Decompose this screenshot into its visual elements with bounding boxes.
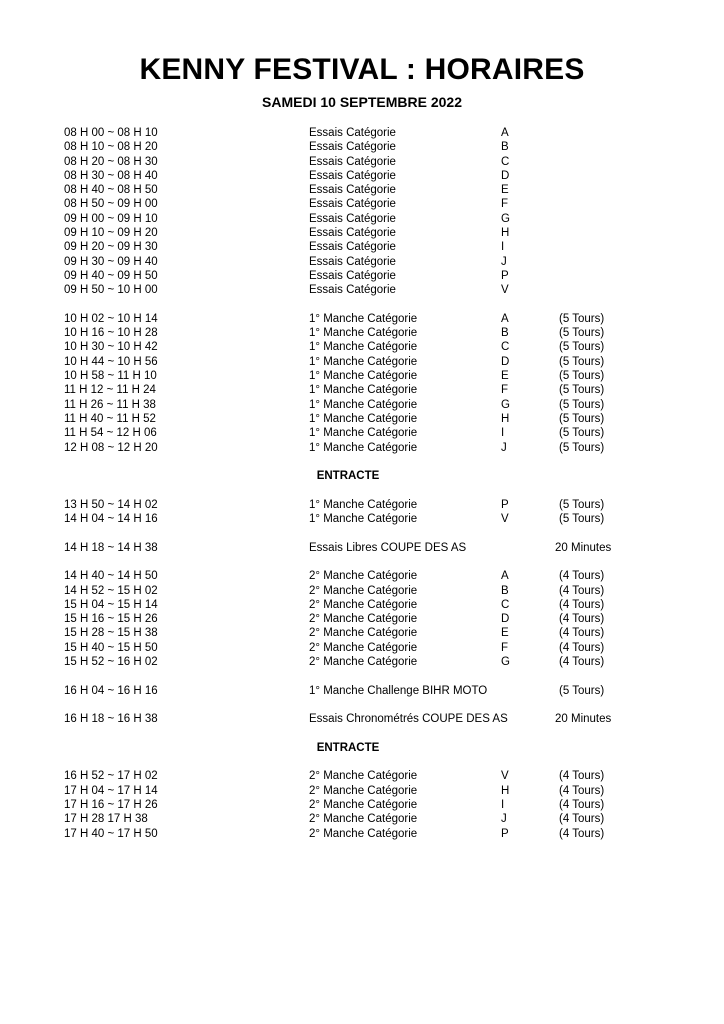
time-slot: 08 H 10 ~ 08 H 20 — [64, 141, 158, 154]
time-slot: 12 H 08 ~ 12 H 20 — [64, 441, 158, 454]
time-slot: 16 H 18 ~ 16 H 38 — [64, 713, 158, 726]
event-detail: (4 Tours) — [559, 627, 605, 640]
time-slot: 10 H 30 ~ 10 H 42 — [64, 341, 158, 354]
schedule-row — [0, 255, 724, 269]
event-name: 1° Manche Catégorie — [309, 427, 418, 440]
event-name: 1° Manche Catégorie — [309, 370, 418, 383]
event-name: 1° Manche Catégorie — [309, 312, 418, 325]
schedule-row — [0, 140, 724, 154]
event-detail: (5 Tours) — [559, 412, 605, 425]
event-detail: (5 Tours) — [559, 327, 605, 340]
event-detail: (5 Tours) — [559, 384, 605, 397]
intermission-row — [0, 741, 724, 755]
time-slot: 08 H 20 ~ 08 H 30 — [64, 155, 158, 168]
spacer — [0, 698, 724, 712]
schedule-row — [0, 684, 724, 698]
schedule-row — [0, 784, 724, 798]
intermission-label: ENTRACTE — [316, 470, 380, 483]
time-slot: 10 H 58 ~ 11 H 10 — [64, 370, 157, 383]
schedule-row — [0, 612, 724, 626]
time-slot: 09 H 20 ~ 09 H 30 — [64, 241, 158, 254]
event-name: 1° Manche Catégorie — [309, 441, 418, 454]
event-name: Essais Catégorie — [309, 169, 396, 182]
event-name: 2° Manche Catégorie — [309, 813, 418, 826]
category-letter: C — [501, 341, 510, 354]
event-name: Essais Catégorie — [309, 269, 396, 282]
event-detail: (5 Tours) — [559, 370, 605, 383]
event-name: Essais Libres COUPE DES AS — [309, 541, 467, 554]
event-name: 2° Manche Catégorie — [309, 770, 418, 783]
schedule-row — [0, 283, 724, 297]
time-slot: 10 H 44 ~ 10 H 56 — [64, 355, 158, 368]
category-letter: G — [501, 398, 510, 411]
event-name: 1° Manche Catégorie — [309, 341, 418, 354]
schedule-row — [0, 312, 724, 326]
time-slot: 08 H 40 ~ 08 H 50 — [64, 184, 158, 197]
event-name: 1° Manche Catégorie — [309, 384, 418, 397]
spacer — [0, 726, 724, 740]
time-slot: 11 H 40 ~ 11 H 52 — [64, 412, 156, 425]
schedule-row — [0, 269, 724, 283]
time-slot: 17 H 28 17 H 38 — [64, 813, 148, 826]
time-slot: 14 H 04 ~ 14 H 16 — [64, 513, 158, 526]
schedule-row — [0, 126, 724, 140]
category-letter: B — [501, 327, 509, 340]
schedule-row — [0, 498, 724, 512]
category-letter: P — [501, 498, 509, 511]
category-letter: C — [501, 598, 510, 611]
category-letter: J — [501, 813, 507, 826]
time-slot: 10 H 16 ~ 10 H 28 — [64, 327, 158, 340]
event-name: 1° Manche Catégorie — [309, 355, 418, 368]
event-name: 2° Manche Catégorie — [309, 784, 418, 797]
time-slot: 10 H 02 ~ 10 H 14 — [64, 312, 158, 325]
event-name: 1° Manche Challenge BIHR MOTO — [309, 684, 488, 697]
event-detail: (5 Tours) — [559, 498, 605, 511]
intermission-row — [0, 469, 724, 483]
time-slot: 11 H 12 ~ 11 H 24 — [64, 384, 156, 397]
category-letter: I — [501, 241, 505, 254]
time-slot: 16 H 52 ~ 17 H 02 — [64, 770, 158, 783]
time-slot: 09 H 40 ~ 09 H 50 — [64, 269, 158, 282]
category-letter: F — [501, 384, 509, 397]
event-name: Essais Catégorie — [309, 155, 396, 168]
schedule-row — [0, 712, 724, 726]
event-name: Essais Catégorie — [309, 141, 396, 154]
category-letter: D — [501, 355, 510, 368]
event-detail: (4 Tours) — [559, 784, 605, 797]
spacer — [0, 298, 724, 312]
schedule-row — [0, 169, 724, 183]
event-detail: (4 Tours) — [559, 655, 605, 668]
schedule-row — [0, 769, 724, 783]
event-name: Essais Catégorie — [309, 255, 396, 268]
schedule-row — [0, 226, 724, 240]
event-detail: (5 Tours) — [559, 427, 605, 440]
schedule-row — [0, 541, 724, 555]
schedule-row — [0, 584, 724, 598]
event-name: 2° Manche Catégorie — [309, 627, 418, 640]
schedule-row — [0, 326, 724, 340]
event-detail: (5 Tours) — [559, 398, 605, 411]
event-detail: (5 Tours) — [559, 441, 605, 454]
category-letter: E — [501, 184, 509, 197]
category-letter: J — [501, 255, 507, 268]
category-letter: E — [501, 370, 509, 383]
category-letter: V — [501, 284, 509, 297]
spacer — [0, 455, 724, 469]
time-slot: 09 H 00 ~ 09 H 10 — [64, 212, 158, 225]
schedule-row — [0, 355, 724, 369]
category-letter: V — [501, 770, 509, 783]
spacer — [0, 669, 724, 683]
schedule-row — [0, 340, 724, 354]
category-letter: G — [501, 212, 510, 225]
schedule-row — [0, 369, 724, 383]
category-letter: J — [501, 441, 507, 454]
schedule-row — [0, 412, 724, 426]
time-slot: 09 H 50 ~ 10 H 00 — [64, 284, 158, 297]
event-detail: (5 Tours) — [559, 513, 605, 526]
category-letter: A — [501, 570, 509, 583]
event-detail: (4 Tours) — [559, 798, 605, 811]
schedule-row — [0, 212, 724, 226]
schedule-row — [0, 383, 724, 397]
event-name: Essais Chronométrés COUPE DES AS — [309, 713, 508, 726]
spacer — [0, 526, 724, 540]
time-slot: 08 H 00 ~ 08 H 10 — [64, 127, 158, 139]
category-letter: C — [501, 155, 510, 168]
time-slot: 15 H 04 ~ 15 H 14 — [64, 598, 158, 611]
category-letter: E — [501, 627, 509, 640]
time-slot: 11 H 26 ~ 11 H 38 — [64, 398, 156, 411]
time-slot: 08 H 50 ~ 09 H 00 — [64, 198, 158, 211]
category-letter: F — [501, 641, 509, 654]
event-name: Essais Catégorie — [309, 198, 396, 211]
spacer — [0, 555, 724, 569]
event-detail: (5 Tours) — [559, 341, 605, 354]
category-letter: G — [501, 655, 510, 668]
category-letter: H — [501, 412, 510, 425]
category-letter: V — [501, 513, 509, 526]
event-name: 2° Manche Catégorie — [309, 613, 418, 626]
time-slot: 09 H 30 ~ 09 H 40 — [64, 255, 158, 268]
category-letter: P — [501, 827, 509, 840]
schedule-row — [0, 183, 724, 197]
event-name: Essais Catégorie — [309, 227, 396, 240]
page-title: KENNY FESTIVAL : HORAIRES — [139, 53, 585, 86]
event-name: Essais Catégorie — [309, 184, 396, 197]
event-name: 2° Manche Catégorie — [309, 655, 418, 668]
time-slot: 15 H 52 ~ 16 H 02 — [64, 655, 158, 668]
schedule-list — [0, 126, 724, 841]
time-slot: 15 H 16 ~ 15 H 26 — [64, 613, 158, 626]
time-slot: 14 H 52 ~ 15 H 02 — [64, 584, 158, 597]
time-slot: 16 H 04 ~ 16 H 16 — [64, 684, 158, 697]
category-letter: D — [501, 169, 510, 182]
category-letter: I — [501, 798, 505, 811]
category-letter: H — [501, 784, 510, 797]
event-detail: (4 Tours) — [559, 598, 605, 611]
category-letter: B — [501, 584, 509, 597]
category-letter: A — [501, 127, 509, 139]
event-detail: (5 Tours) — [559, 684, 605, 697]
event-name: 2° Manche Catégorie — [309, 641, 418, 654]
event-detail: (4 Tours) — [559, 641, 605, 654]
category-letter: B — [501, 141, 509, 154]
event-name: 2° Manche Catégorie — [309, 827, 418, 840]
event-name: Essais Catégorie — [309, 284, 396, 297]
event-name: 1° Manche Catégorie — [309, 412, 418, 425]
time-slot: 11 H 54 ~ 12 H 06 — [64, 427, 157, 440]
schedule-row — [0, 626, 724, 640]
category-letter: D — [501, 613, 510, 626]
event-name: 2° Manche Catégorie — [309, 798, 418, 811]
event-name: 2° Manche Catégorie — [309, 570, 418, 583]
category-letter: P — [501, 269, 509, 282]
event-name: 2° Manche Catégorie — [309, 598, 418, 611]
event-name: 2° Manche Catégorie — [309, 584, 418, 597]
intermission-label: ENTRACTE — [316, 741, 380, 754]
event-detail: (4 Tours) — [559, 570, 605, 583]
time-slot: 15 H 40 ~ 15 H 50 — [64, 641, 158, 654]
schedule-row — [0, 827, 724, 841]
category-letter: A — [501, 312, 509, 325]
event-detail: 20 Minutes — [555, 541, 612, 554]
schedule-row — [0, 398, 724, 412]
spacer — [0, 755, 724, 769]
category-letter: H — [501, 227, 510, 240]
schedule-row — [0, 197, 724, 211]
time-slot: 17 H 40 ~ 17 H 50 — [64, 827, 158, 840]
time-slot: 17 H 04 ~ 17 H 14 — [64, 784, 158, 797]
spacer — [0, 483, 724, 497]
schedule-row — [0, 240, 724, 254]
event-detail: (4 Tours) — [559, 827, 605, 840]
event-detail: (4 Tours) — [559, 813, 605, 826]
schedule-row — [0, 641, 724, 655]
schedule-row — [0, 812, 724, 826]
event-detail: (5 Tours) — [559, 355, 605, 368]
schedule-row — [0, 798, 724, 812]
time-slot: 14 H 18 ~ 14 H 38 — [64, 541, 158, 554]
category-letter: F — [501, 198, 509, 211]
schedule-row — [0, 155, 724, 169]
event-name: Essais Catégorie — [309, 212, 396, 225]
event-detail: (4 Tours) — [559, 613, 605, 626]
time-slot: 15 H 28 ~ 15 H 38 — [64, 627, 158, 640]
time-slot: 14 H 40 ~ 14 H 50 — [64, 570, 158, 583]
time-slot: 13 H 50 ~ 14 H 02 — [64, 498, 158, 511]
event-name: Essais Catégorie — [309, 241, 396, 254]
event-name: 1° Manche Catégorie — [309, 513, 418, 526]
schedule-row — [0, 441, 724, 455]
time-slot: 17 H 16 ~ 17 H 26 — [64, 798, 158, 811]
event-detail: (4 Tours) — [559, 584, 605, 597]
schedule-row — [0, 598, 724, 612]
event-name: 1° Manche Catégorie — [309, 498, 418, 511]
event-name: 1° Manche Catégorie — [309, 327, 418, 340]
category-letter: I — [501, 427, 505, 440]
schedule-row — [0, 426, 724, 440]
schedule-row — [0, 512, 724, 526]
event-name: Essais Catégorie — [309, 127, 396, 139]
event-detail: 20 Minutes — [555, 713, 612, 726]
time-slot: 09 H 10 ~ 09 H 20 — [64, 227, 158, 240]
event-name: 1° Manche Catégorie — [309, 398, 418, 411]
event-detail: (4 Tours) — [559, 770, 605, 783]
time-slot: 08 H 30 ~ 08 H 40 — [64, 169, 158, 182]
event-detail: (5 Tours) — [559, 312, 605, 325]
schedule-row — [0, 569, 724, 583]
schedule-row — [0, 655, 724, 669]
page-subtitle: SAMEDI 10 SEPTEMBRE 2022 — [262, 94, 462, 110]
